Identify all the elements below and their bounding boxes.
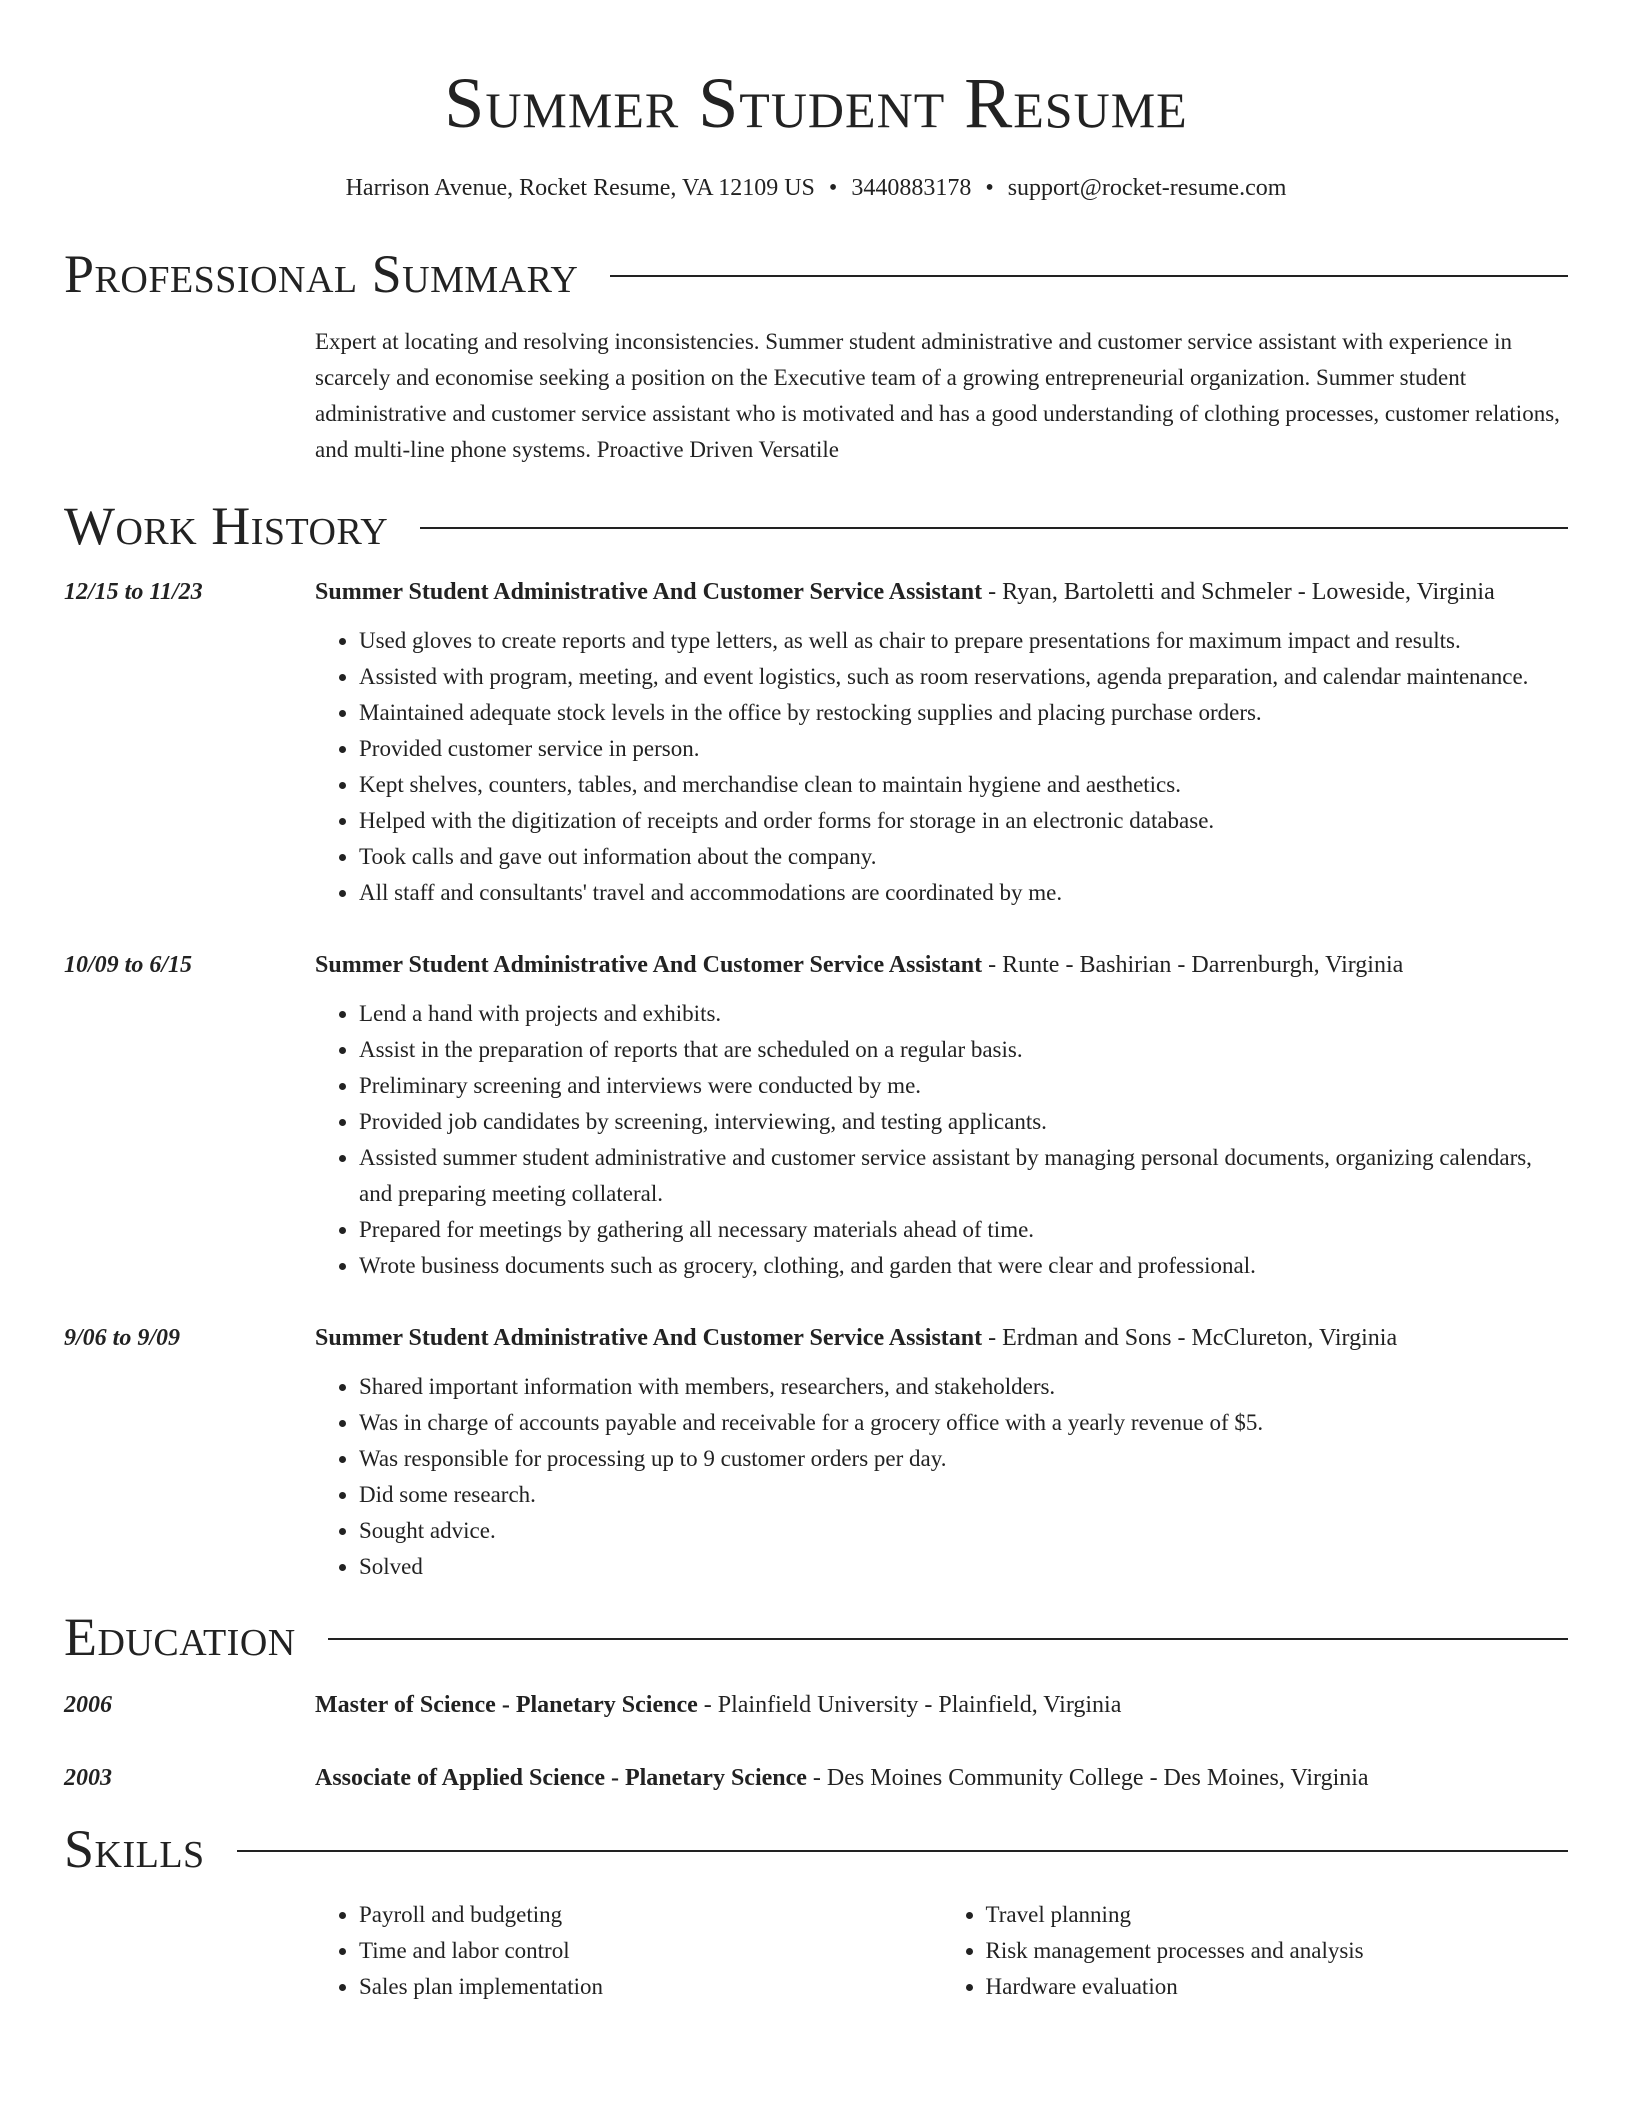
education-details bbox=[315, 1687, 1568, 1724]
job-bullet: • Provided job candidates by screening, interviewing, and testing applicants. bbox=[359, 1104, 1568, 1140]
skill-item: • Payroll and budgeting bbox=[359, 1897, 942, 1933]
section-divider bbox=[610, 275, 1568, 277]
job-dates: 10/09 to 6/15 bbox=[64, 952, 193, 978]
skill-item: • Sales plan implementation bbox=[359, 1969, 942, 2005]
job-bullet: • Lend a hand with projects and exhibits. bbox=[359, 996, 1568, 1032]
job-title: Summer Student Administrative And Customer Service Assistant bbox=[315, 579, 983, 605]
section-header-summary bbox=[64, 242, 1568, 306]
job-entry bbox=[64, 1320, 1568, 1585]
job-heading bbox=[315, 574, 1568, 611]
job-bullet: • Provided customer service in person. bbox=[359, 731, 1568, 767]
job-bullet: • Prepared for meetings by gathering all necessary materials ahead of time. bbox=[359, 1212, 1568, 1248]
job-dates: 12/15 to 11/23 bbox=[64, 579, 203, 605]
job-entry bbox=[64, 947, 1568, 1284]
education-school: - Des Moines Community College - Des Moines, Virginia bbox=[806, 1765, 1369, 1791]
job-bullet: • Preliminary screening and interviews were conducted by me. bbox=[359, 1068, 1568, 1104]
education-degree: Associate of Applied Science - Planetary Science bbox=[315, 1765, 807, 1791]
education-degree: Master of Science - Planetary Science bbox=[315, 1692, 698, 1718]
job-bullet: • Helped with the digitization of receipts and order forms for storage in an electronic database. bbox=[359, 803, 1568, 839]
contact-separator: • bbox=[985, 175, 994, 201]
section-header-work bbox=[64, 494, 1568, 558]
education-year: 2006 bbox=[64, 1692, 112, 1718]
job-bullet: • Was in charge of accounts payable and receivable for a grocery office with a yearly revenue of $5. bbox=[359, 1405, 1568, 1441]
job-bullets bbox=[315, 1369, 1568, 1585]
job-heading bbox=[315, 947, 1568, 984]
job-bullet: • Did some research. bbox=[359, 1477, 1568, 1513]
job-bullet: • Kept shelves, counters, tables, and merchandise clean to maintain hygiene and aesthetics. bbox=[359, 767, 1568, 803]
job-bullet: • Assisted summer student administrative and customer service assistant by managing personal documents, organizing calendars, and preparing meeting collateral. bbox=[359, 1140, 1568, 1212]
job-details bbox=[315, 947, 1568, 1284]
skill-item: • Hardware evaluation bbox=[986, 1969, 1569, 2005]
summary-text: Expert at locating and resolving inconsistencies. Summer student administrative and customer service assistant with experience in scarcely and economise seeking a position on the Executive team of a growing entrepreneurial organization. Summer student administrative and customer service assistant who is motivated and has a good understanding of clothing processes, customer relations, and multi-line phone systems. Proactive Driven Versatile bbox=[315, 329, 1560, 462]
skills-list bbox=[315, 1897, 1568, 2005]
resume-title: Summer Student Resume bbox=[444, 63, 1188, 143]
skill-item: • Time and labor control bbox=[359, 1933, 942, 1969]
job-title: Summer Student Administrative And Customer Service Assistant bbox=[315, 952, 983, 978]
job-heading bbox=[315, 1320, 1568, 1357]
job-dates: 9/06 to 9/09 bbox=[64, 1325, 181, 1351]
job-bullet: • Solved bbox=[359, 1549, 1568, 1585]
job-bullet: • Shared important information with members, researchers, and stakeholders. bbox=[359, 1369, 1568, 1405]
education-details bbox=[315, 1760, 1568, 1797]
job-title: Summer Student Administrative And Customer Service Assistant bbox=[315, 1325, 983, 1351]
education-year: 2003 bbox=[64, 1765, 112, 1791]
contact-separator: • bbox=[828, 175, 838, 201]
job-bullet: • All staff and consultants' travel and accommodations are coordinated by me. bbox=[359, 875, 1568, 911]
job-bullet: • Sought advice. bbox=[359, 1513, 1568, 1549]
section-divider bbox=[420, 527, 1568, 529]
section-header-skills bbox=[64, 1817, 1568, 1881]
job-bullet: • Assist in the preparation of reports that are scheduled on a regular basis. bbox=[359, 1032, 1568, 1068]
section-title-education: Education bbox=[64, 1607, 296, 1667]
resume-page bbox=[64, 0, 1568, 2005]
education-entry bbox=[64, 1687, 1568, 1724]
contact-address: Harrison Avenue, Rocket Resume, VA 12109 US bbox=[345, 175, 815, 201]
job-employer: - Runte - Bashirian - Darrenburgh, Virginia bbox=[982, 952, 1404, 978]
skills-column-right bbox=[942, 1897, 1569, 2005]
contact-phone: 3440883178 bbox=[851, 175, 972, 201]
job-details bbox=[315, 574, 1568, 911]
contact-email: support@rocket-resume.com bbox=[1007, 175, 1287, 201]
job-bullets bbox=[315, 623, 1568, 911]
contact-line bbox=[64, 172, 1568, 204]
section-header-education bbox=[64, 1605, 1568, 1669]
job-bullets bbox=[315, 996, 1568, 1284]
section-title-summary: Professional Summary bbox=[64, 244, 579, 304]
skills-column-left bbox=[315, 1897, 942, 2005]
job-bullet: • Used gloves to create reports and type letters, as well as chair to prepare presentations for maximum impact and results. bbox=[359, 623, 1568, 659]
job-bullet: • Was responsible for processing up to 9 customer orders per day. bbox=[359, 1441, 1568, 1477]
education-entry bbox=[64, 1760, 1568, 1797]
job-bullet: • Took calls and gave out information about the company. bbox=[359, 839, 1568, 875]
skill-item: • Risk management processes and analysis bbox=[986, 1933, 1569, 1969]
job-employer: - Ryan, Bartoletti and Schmeler - Loweside, Virginia bbox=[982, 579, 1495, 605]
skill-item: • Travel planning bbox=[986, 1897, 1569, 1933]
job-bullet: • Assisted with program, meeting, and event logistics, such as room reservations, agenda preparation, and calendar maintenance. bbox=[359, 659, 1568, 695]
section-title-skills: Skills bbox=[64, 1819, 205, 1879]
job-bullet: • Maintained adequate stock levels in the office by restocking supplies and placing purchase orders. bbox=[359, 695, 1568, 731]
job-details bbox=[315, 1320, 1568, 1585]
job-employer: - Erdman and Sons - McClureton, Virginia bbox=[982, 1325, 1398, 1351]
job-entry bbox=[64, 574, 1568, 911]
section-divider bbox=[237, 1850, 1568, 1852]
section-title-work: Work History bbox=[64, 496, 389, 556]
job-bullet: • Wrote business documents such as grocery, clothing, and garden that were clear and professional. bbox=[359, 1248, 1568, 1284]
section-divider bbox=[328, 1638, 1568, 1640]
education-school: - Plainfield University - Plainfield, Virginia bbox=[697, 1692, 1122, 1718]
